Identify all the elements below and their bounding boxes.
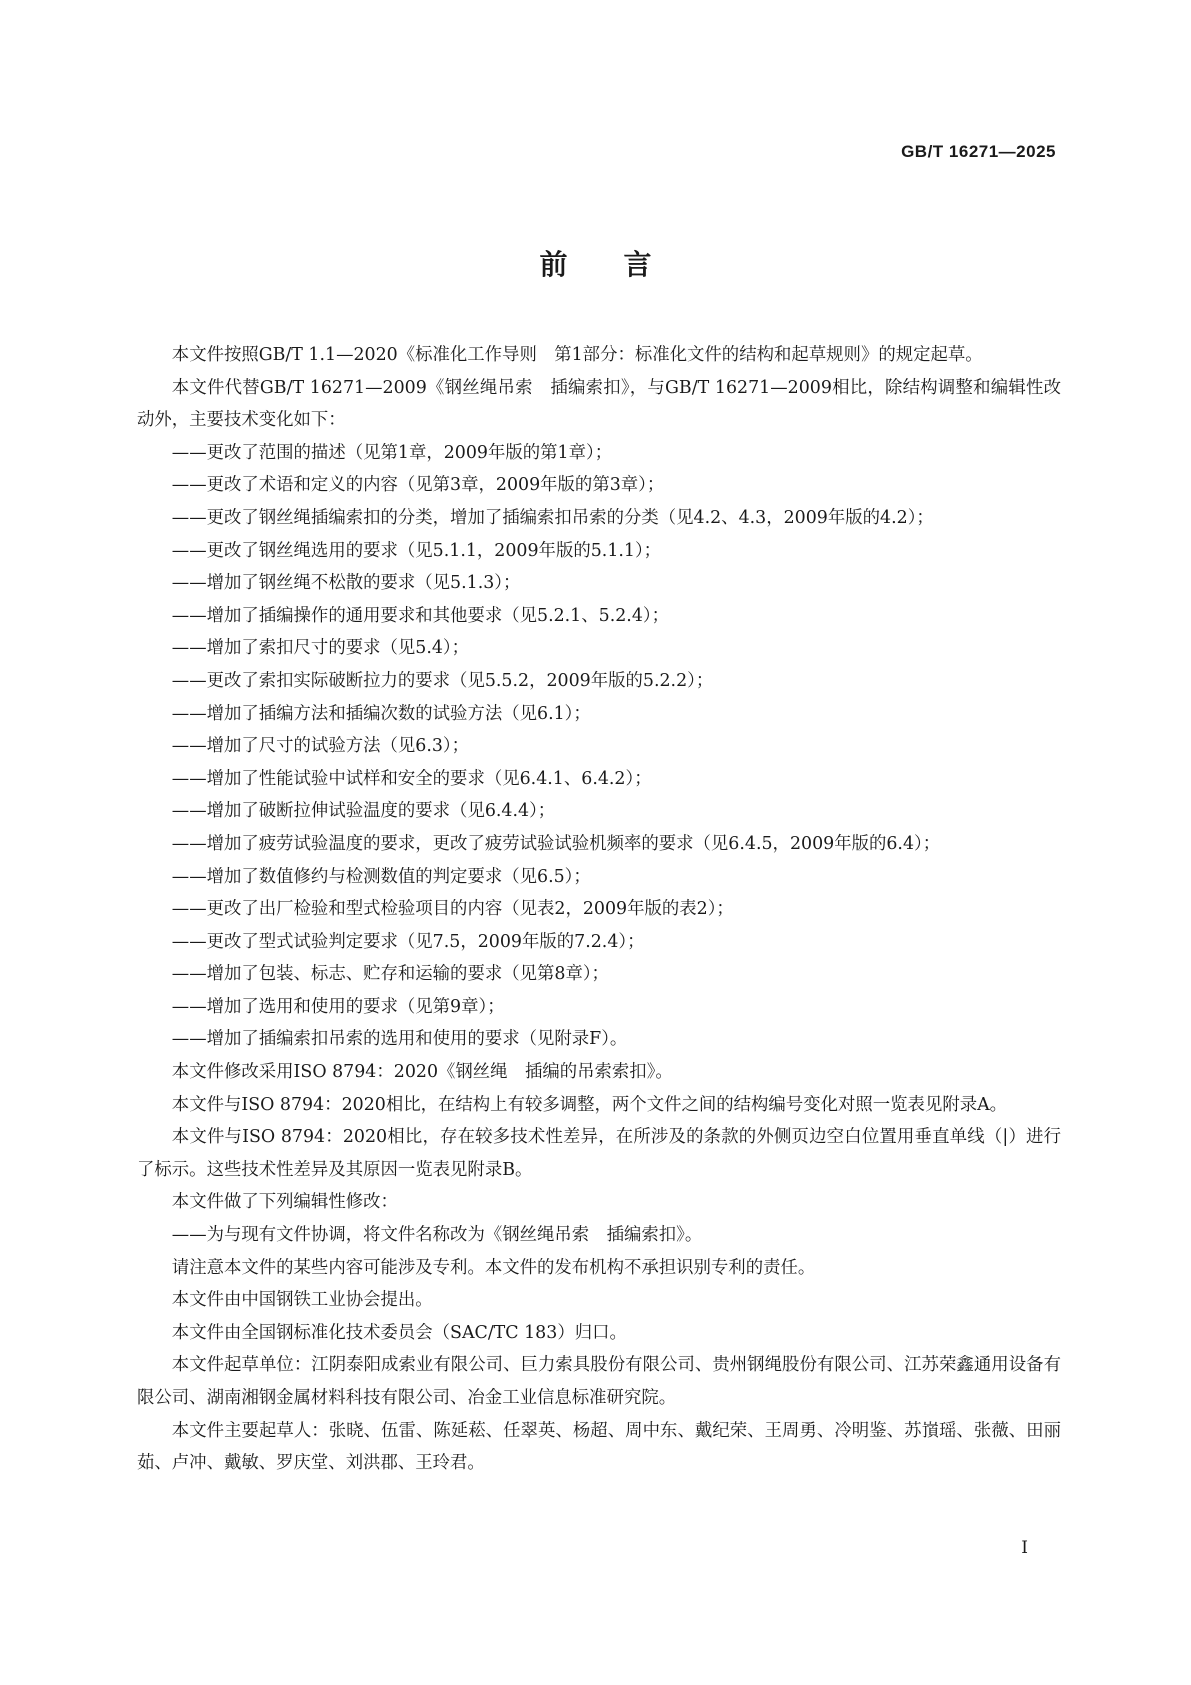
change-item: ——更改了钢丝绳插编索扣的分类，增加了插编索扣吊索的分类（见4.2、4.3，2009年版的4.2）； [171, 507, 934, 528]
change-item: ——更改了术语和定义的内容（见第3章，2009年版的第3章）； [171, 475, 665, 496]
change-item: ——增加了性能试验中试样和安全的要求（见6.4.1、6.4.2）； [171, 768, 652, 789]
paragraph-under-jurisdiction: 本文件由全国钢标准化技术委员会（SAC/TC 183）归口。 [171, 1322, 627, 1343]
change-item: ——更改了型式试验判定要求（见7.5，2009年版的7.2.4）； [171, 931, 645, 952]
change-item: ——增加了包装、标志、贮存和运输的要求（见第8章）； [171, 964, 609, 985]
change-item: ——增加了选用和使用的要求（见第9章）； [171, 996, 505, 1017]
change-item: ——增加了钢丝绳不松散的要求（见5.1.3）； [171, 573, 521, 594]
paragraph-proposed-by: 本文件由中国钢铁工业协会提出。 [171, 1290, 433, 1311]
paragraph-structure-differences: 本文件与ISO 8794：2020相比，在结构上有较多调整，两个文件之间的结构编号变化对照一览表见附录A。 [171, 1094, 1008, 1115]
change-item: ——更改了钢丝绳选用的要求（见5.1.1，2009年版的5.1.1）； [171, 540, 662, 561]
change-item: ——增加了破断拉伸试验温度的要求（见6.4.4）； [171, 801, 556, 822]
paragraph-drafters: 本文件主要起草人：张晓、伍雷、陈延菘、任翠英、杨超、周中东、戴纪荣、王周勇、冷明鉴、苏嵿瑶、张薇、田丽茹、卢冲、戴敏、罗庆堂、刘洪郡、王玲君。 [137, 1420, 1061, 1474]
change-item: ——更改了出厂检验和型式检验项目的内容（见表2，2009年版的表2）； [171, 899, 734, 920]
page-title: 前言 [539, 248, 708, 281]
change-item: ——增加了数值修约与检测数值的判定要求（见6.5）； [171, 866, 591, 887]
change-item: ——增加了疲劳试验温度的要求，更改了疲劳试验试验机频率的要求（见6.4.5，2009年版的6.4）； [171, 833, 941, 854]
document-code: GB/T 16271—2025 [901, 142, 1056, 161]
editorial-item: ——为与现有文件协调，将文件名称改为《钢丝绳吊索 插编索扣》。 [171, 1225, 703, 1246]
page-number: I [1021, 1538, 1028, 1558]
change-item: ——更改了范围的描述（见第1章，2009年版的第1章）； [171, 442, 613, 463]
paragraph-drafting-units: 本文件起草单位：江阴泰阳成索业有限公司、巨力索具股份有限公司、贵州钢绳股份有限公司、江苏荣鑫通用设备有限公司、湖南湘钢金属材料科技有限公司、冶金工业信息标准研究院。 [137, 1355, 1061, 1408]
change-item: ——更改了索扣实际破断拉力的要求（见5.5.2，2009年版的5.2.2）； [171, 670, 714, 691]
change-item: ——增加了尺寸的试验方法（见6.3）； [171, 736, 470, 757]
change-item: ——增加了索扣尺寸的要求（见5.4）； [171, 638, 470, 659]
change-item: ——增加了插编索扣吊索的选用和使用的要求（见附录F）。 [171, 1029, 628, 1050]
paragraph-iso-adoption: 本文件修改采用ISO 8794：2020《钢丝绳 插编的吊索索扣》。 [171, 1062, 673, 1083]
paragraph-drafting-rules: 本文件按照GB/T 1.1—2020《标准化工作导则 第1部分：标准化文件的结构和起草规则》的规定起草。 [171, 345, 983, 365]
change-item: ——增加了插编操作的通用要求和其他要求（见5.2.1、5.2.4）； [171, 605, 669, 626]
paragraph-technical-differences: 本文件与ISO 8794：2020相比，存在较多技术性差异，在所涉及的条款的外侧页边空白位置用垂直单线（|）进行了标示。这些技术性差异及其原因一览表见附录B。 [137, 1127, 1061, 1180]
change-item: ——增加了插编方法和插编次数的试验方法（见6.1）； [171, 703, 591, 724]
paragraph-patent-notice: 请注意本文件的某些内容可能涉及专利。本文件的发布机构不承担识别专利的责任。 [171, 1257, 816, 1278]
paragraph-replaces: 本文件代替GB/T 16271—2009《钢丝绳吊索 插编索扣》，与GB/T 16271—2009相比，除结构调整和编辑性改动外，主要技术变化如下： [137, 377, 1061, 431]
foreword-body [137, 339, 1061, 1480]
paragraph-editorial-changes: 本文件做了下列编辑性修改： [171, 1192, 398, 1213]
